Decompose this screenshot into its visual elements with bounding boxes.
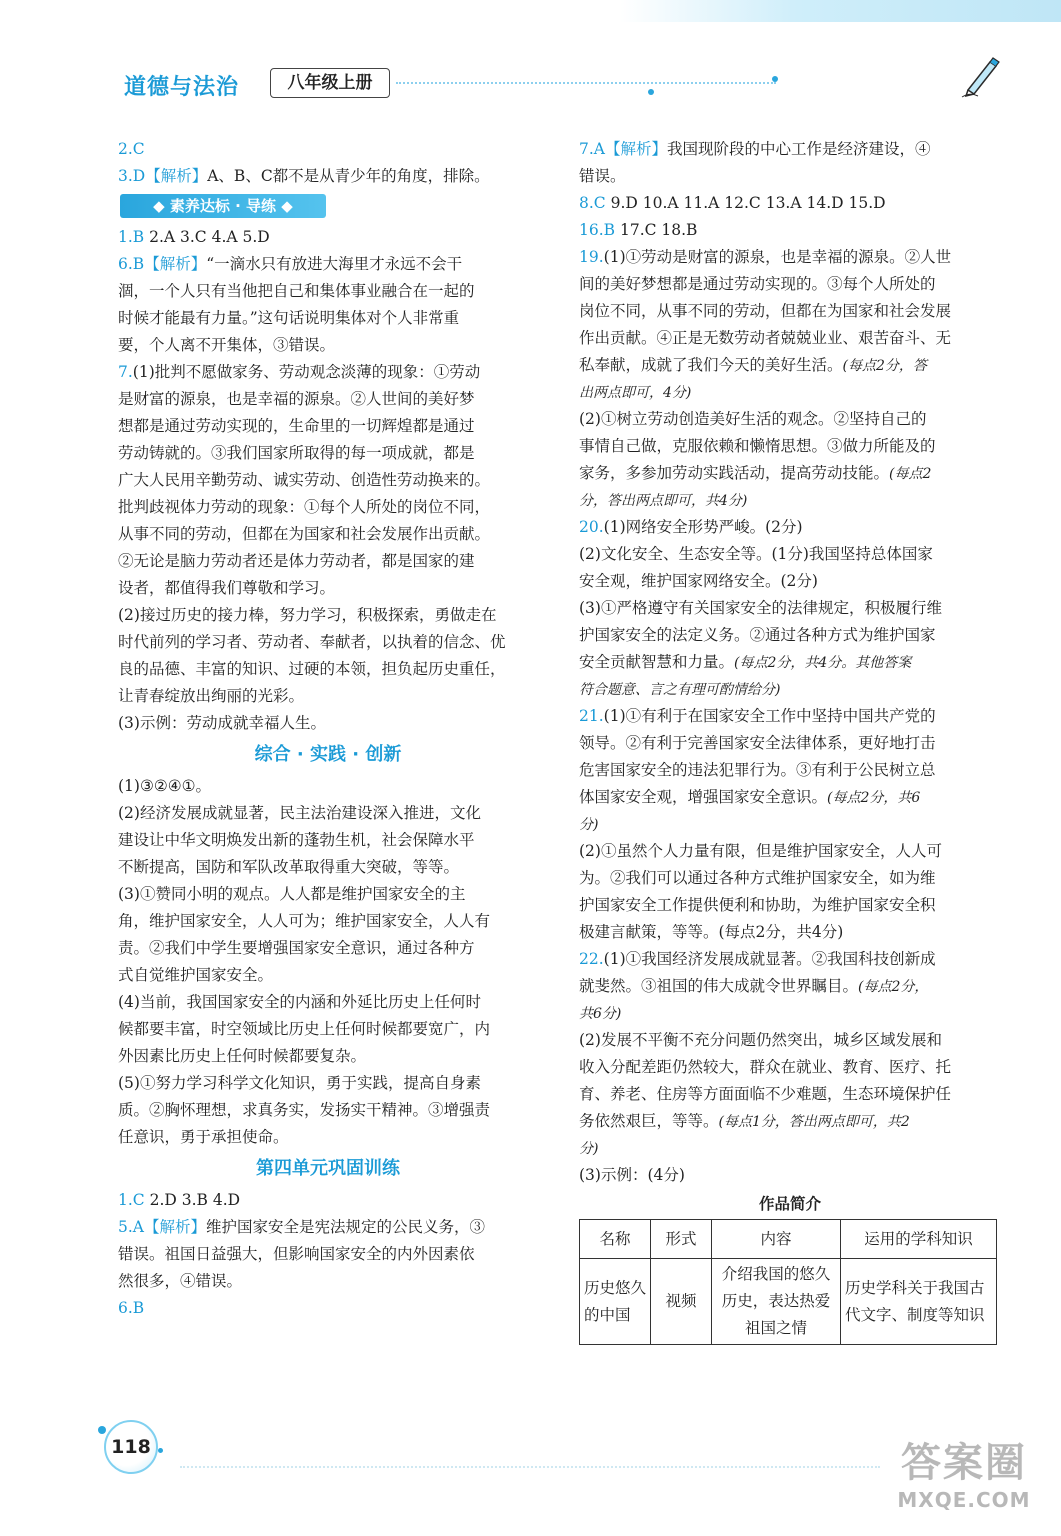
text-line (118, 629, 538, 656)
answer-text: 设者，都值得我们尊敬和学习。 (118, 579, 336, 597)
text-line (118, 1268, 538, 1295)
text-line (579, 271, 1001, 298)
answer-text: (2)①树立劳动创造美好生活的观念。②坚持自己的 (579, 410, 927, 428)
answer-text: 就斐然。③祖国的伟大成就令世界瞩目。 (579, 977, 859, 995)
answer-text: 2.A 3.C 4.A 5.D (144, 228, 270, 246)
answer-text: (3)示例：劳动成就幸福人生。 (118, 714, 326, 732)
answer-text: 建设让中华文明焕发出新的蓬勃生机，社会保障水平 (118, 831, 475, 849)
score-note: 分) (579, 1141, 599, 1157)
answer-text: (1)①我国经济发展成就显著。②我国科技创新成 (603, 950, 936, 968)
text-line (579, 460, 1001, 487)
text-line (118, 1097, 538, 1124)
text-line (118, 800, 538, 827)
answer-text: 收入分配差距仍然较大，群众在就业、教育、医疗、托 (579, 1058, 952, 1076)
top-decor-band (620, 0, 1061, 22)
answer-text: 是财富的源泉，也是幸福的源泉。②人世间的美好梦 (118, 390, 475, 408)
text-line (579, 946, 1001, 973)
question-number: 7. (118, 363, 133, 381)
question-number: 6.B (118, 255, 145, 273)
question-number: 6.B (118, 1299, 145, 1317)
text-line (579, 811, 1001, 838)
answer-text: (2)经济发展成就显著，民主法治建设深入推进，文化 (118, 804, 481, 822)
answer-text: 维护国家安全是宪法规定的公民义务，③ (206, 1218, 486, 1236)
score-note: (每点2分，共6 (827, 790, 921, 806)
answer-text: 良的品德、丰富的知识、过硬的本领，担负起历史重任， (118, 660, 506, 678)
page-header (0, 62, 1061, 110)
question-number: 3.D (118, 167, 146, 185)
question-number: 21. (579, 707, 604, 725)
answer-text: (1)①劳动是财富的源泉，也是幸福的源泉。②人世 (603, 248, 952, 266)
question-number: 22. (579, 950, 604, 968)
text-line (118, 548, 538, 575)
score-note: (每点2 (889, 466, 932, 482)
text-line (579, 622, 1001, 649)
badge-dot (98, 1426, 106, 1434)
text-line (118, 163, 538, 190)
table-cell-knowledge: 历史学科关于我国古代文字、制度等知识 (841, 1259, 997, 1345)
answer-text: (1)③②④①。 (118, 777, 212, 795)
score-note: 分) (579, 817, 599, 833)
text-line (579, 1027, 1001, 1054)
works-table (579, 1219, 997, 1345)
text-line (579, 595, 1001, 622)
text-line (118, 278, 538, 305)
answer-text: (5)①努力学习科学文化知识，勇于实践，提高自身素 (118, 1074, 481, 1092)
answer-text: 17.C 18.B (615, 221, 698, 239)
text-line (579, 676, 1001, 703)
answer-text: 时候才能最有力量。”这句话说明集体对个人非常重 (118, 309, 460, 327)
text-line (118, 854, 538, 881)
table-header-cell: 内容 (712, 1220, 841, 1259)
answer-text: 外因素比历史上任何时候都要复杂。 (118, 1047, 367, 1065)
text-line (118, 602, 538, 629)
text-line (118, 413, 538, 440)
text-line (118, 1187, 538, 1214)
answer-text: (1)网络安全形势严峻。(2分) (603, 518, 803, 536)
answer-text: 批判歧视体力劳动的现象：①每个人所处的岗位不同， (118, 498, 491, 516)
grade-label: 八年级上册 (270, 68, 390, 98)
banner-label: ◆ 素养达标 · 导练 ◆ (120, 194, 326, 218)
score-note: 出两点即可，4分) (579, 385, 692, 401)
answer-text: 作出贡献。④正是无数劳动者兢兢业业、艰苦奋斗、无 (579, 329, 952, 347)
question-number: 1.B (118, 228, 145, 246)
text-line (579, 649, 1001, 676)
text-line (118, 710, 538, 737)
header-dot (772, 76, 778, 82)
text-line (579, 1108, 1001, 1135)
answer-text: 从事不同的劳动，但都在为国家和社会发展作出贡献。 (118, 525, 491, 543)
text-line (579, 433, 1001, 460)
answer-text: 间的美好梦想都是通过劳动实现的。③每个人所处的 (579, 275, 936, 293)
table-cell-content: 介绍我国的悠久历史，表达热爱祖国之情 (712, 1259, 841, 1345)
answer-text: 护国家安全的法定义务。②通过各种方式为维护国家 (579, 626, 936, 644)
answer-text: 务依然艰巨，等等。 (579, 1112, 719, 1130)
text-line (118, 467, 538, 494)
badge-dot (158, 1448, 163, 1453)
analysis-tag: 【解析】 (143, 1218, 206, 1236)
text-line (579, 730, 1001, 757)
answer-text: (1)①有利于在国家安全工作中坚持中国共产党的 (603, 707, 936, 725)
answer-text: 错误。 (579, 167, 626, 185)
table-cell-name: 历史悠久的中国 (580, 1259, 651, 1345)
text-line (118, 827, 538, 854)
text-line (118, 359, 538, 386)
text-line (579, 1135, 1001, 1162)
text-line (579, 568, 1001, 595)
text-line (579, 973, 1001, 1000)
text-line (118, 989, 538, 1016)
answer-text: 候都要丰富，时空领域比历史上任何时候都要宽广，内 (118, 1020, 491, 1038)
answer-text: 想都是通过劳动实现的，生命里的一切辉煌都是通过 (118, 417, 475, 435)
text-line (118, 1295, 538, 1322)
section-title-unit-four: 第四单元巩固训练 (256, 1158, 400, 1179)
text-line (118, 1070, 538, 1097)
text-line (579, 1000, 1001, 1027)
table-header-row (580, 1220, 997, 1259)
question-number: 7.A (579, 140, 605, 158)
answer-text: 岗位不同，从事不同的劳动，但都在为国家和社会发展 (579, 302, 952, 320)
answer-text: 然很多，④错误。 (118, 1272, 243, 1290)
question-number: 19. (579, 248, 604, 266)
score-note: 符合题意、言之有理可酌情给分) (579, 682, 781, 698)
answer-text: 广大人民用辛勤劳动、诚实劳动、创造性劳动换来的。 (118, 471, 491, 489)
text-line (579, 703, 1001, 730)
text-line (118, 494, 538, 521)
answer-text: 安全贡献智慧和力量。 (579, 653, 735, 671)
text-line (118, 386, 538, 413)
text-line (579, 379, 1001, 406)
answer-text: 劳动铸就的。③我们国家所取得的每一项成就，都是 (118, 444, 475, 462)
text-line (579, 163, 1001, 190)
score-note: (每点2分，共4分。其他答案 (734, 655, 912, 671)
answer-text: 任意识，勇于承担使命。 (118, 1128, 289, 1146)
table-row (580, 1259, 997, 1345)
answer-text: (3)①严格遵守有关国家安全的法律规定，积极履行维 (579, 599, 942, 617)
right-column (579, 136, 1001, 1345)
table-caption: 作品简介 (758, 1195, 821, 1213)
answer-text: 不断提高，国防和军队改革取得重大突破，等等。 (118, 858, 460, 876)
text-line (579, 892, 1001, 919)
text-line (579, 487, 1001, 514)
answer-text: 护国家安全工作提供便利和协助，为维护国家安全积 (579, 896, 936, 914)
question-number: 20. (579, 518, 604, 536)
text-line (118, 1043, 538, 1070)
text-line (118, 1241, 538, 1268)
answer-text: 角，维护国家安全，人人可为；维护国家安全，人人有 (118, 912, 491, 930)
footer-dotted-line (180, 1466, 880, 1468)
answer-text: ②无论是脑力劳动者还是体力劳动者，都是国家的建 (118, 552, 475, 570)
table-header-cell: 形式 (651, 1220, 712, 1259)
text-line (579, 757, 1001, 784)
answer-text: (1)批判不愿做家务、劳动观念淡薄的现象：①劳动 (132, 363, 481, 381)
watermark-text: 答案圈 (901, 1440, 1027, 1486)
text-line (579, 1054, 1001, 1081)
answer-text: 责。②我们中学生要增强国家安全意识，通过各种方 (118, 939, 475, 957)
text-line (579, 784, 1001, 811)
text-line (579, 217, 1001, 244)
text-line (579, 325, 1001, 352)
text-line (118, 962, 538, 989)
section-banner (118, 190, 538, 224)
left-column (118, 136, 538, 1322)
text-line (118, 521, 538, 548)
text-line (579, 838, 1001, 865)
text-line (118, 305, 538, 332)
text-line (579, 136, 1001, 163)
score-note: (每点2分， (858, 979, 929, 995)
answer-text: (2)接过历史的接力棒，努力学习，积极探索，勇做走在 (118, 606, 497, 624)
text-line (118, 1124, 538, 1151)
answer-text: A、B、C都不是从青少年的角度，排除。 (207, 167, 490, 185)
header-dot (648, 89, 654, 95)
text-line (118, 251, 538, 278)
subject-title: 道德与法治 (124, 75, 240, 100)
answer-text: (2)①虽然个人力量有限，但是维护国家安全，人人可 (579, 842, 942, 860)
text-line (579, 406, 1001, 433)
score-note: 共6分) (579, 1006, 622, 1022)
question-number: 5.A (118, 1218, 144, 1236)
analysis-tag: 【解析】 (145, 167, 208, 185)
pen-icon (960, 54, 1000, 98)
answer-text: 领导。②有利于完善国家安全法律体系，更好地打击 (579, 734, 936, 752)
text-line (579, 1081, 1001, 1108)
text-line (118, 224, 538, 251)
table-header-cell: 运用的学科知识 (841, 1220, 997, 1259)
answer-text: 让青春绽放出绚丽的光彩。 (118, 687, 305, 705)
text-line (579, 541, 1001, 568)
analysis-tag: 【解析】 (144, 255, 207, 273)
text-line (118, 908, 538, 935)
text-line (118, 881, 538, 908)
text-line (579, 514, 1001, 541)
page-number-badge (98, 1418, 178, 1474)
score-note: (每点1分，答出两点即可，共2 (718, 1114, 910, 1130)
text-line (579, 244, 1001, 271)
answer-text: 要，个人离不开集体，③错误。 (118, 336, 336, 354)
answer-text: 涸，一个人只有当他把自己和集体事业融合在一起的 (118, 282, 475, 300)
text-line (579, 1162, 1001, 1189)
question-number: 2.C (118, 140, 145, 158)
question-number: 1.C (118, 1191, 145, 1209)
answer-text: 事情自己做，克服依赖和懒惰思想。③做力所能及的 (579, 437, 936, 455)
answer-text: (3)①赞同小明的观点。人人都是维护国家安全的主 (118, 885, 466, 903)
answer-text: 私奉献，成就了我们今天的美好生活。 (579, 356, 843, 374)
text-line (118, 683, 538, 710)
text-line (118, 773, 538, 800)
answer-text: (3)示例：(4分) (579, 1166, 685, 1184)
answer-text: “一滴水只有放进大海里才永远不会干 (206, 255, 463, 273)
text-line (118, 440, 538, 467)
answer-text: 育、养老、住房等方面面临不少难题，生态环境保护任 (579, 1085, 952, 1103)
answer-text: 危害国家安全的违法犯罪行为。③有利于公民树立总 (579, 761, 936, 779)
watermark-logo (884, 1438, 1044, 1528)
text-line (579, 298, 1001, 325)
text-line (579, 190, 1001, 217)
text-line (118, 656, 538, 683)
answer-text: 我国现阶段的中心工作是经济建设，④ (667, 140, 931, 158)
answer-text: 安全观，维护国家网络安全。(2分) (579, 572, 818, 590)
answer-text: 体国家安全观，增强国家安全意识。 (579, 788, 828, 806)
analysis-tag: 【解析】 (604, 140, 667, 158)
table-cell-form: 视频 (651, 1259, 712, 1345)
page-number: 118 (104, 1420, 158, 1474)
section-title-practice: 综合 · 实践 · 创新 (254, 744, 402, 765)
header-dotted-line (396, 82, 776, 84)
answer-text: 式自觉维护国家安全。 (118, 966, 274, 984)
question-number: 16.B (579, 221, 616, 239)
watermark-url: MXQE.COM (897, 1488, 1031, 1512)
answer-text: (2)发展不平衡不充分问题仍然突出，城乡区域发展和 (579, 1031, 942, 1049)
answer-text: 错误。祖国日益强大，但影响国家安全的内外因素依 (118, 1245, 475, 1263)
answer-text: 为。②我们可以通过各种方式维护国家安全，如为维 (579, 869, 936, 887)
text-line (118, 575, 538, 602)
answer-text: 家务，多参加劳动实践活动，提高劳动技能。 (579, 464, 890, 482)
table-header-cell: 名称 (580, 1220, 651, 1259)
answer-text: 极建言献策，等等。(每点2分，共4分) (579, 923, 844, 941)
answer-text: 2.D 3.B 4.D (144, 1191, 241, 1209)
text-line (579, 919, 1001, 946)
text-line (118, 1016, 538, 1043)
text-line (118, 332, 538, 359)
answer-text: (2)文化安全、生态安全等。(1分)我国坚持总体国家 (579, 545, 933, 563)
answer-text: 质。②胸怀理想，求真务实，发扬实干精神。③增强责 (118, 1101, 491, 1119)
text-line (118, 935, 538, 962)
text-line (118, 1214, 538, 1241)
question-number: 8.C (579, 194, 606, 212)
score-note: 分，答出两点即可，共4分) (579, 493, 748, 509)
answer-text: 9.D 10.A 11.A 12.C 13.A 14.D 15.D (605, 194, 886, 212)
text-line (579, 352, 1001, 379)
text-line (118, 136, 538, 163)
answer-text: (4)当前，我国国家安全的内涵和外延比历史上任何时 (118, 993, 481, 1011)
answer-text: 时代前列的学习者、劳动者、奉献者，以执着的信念、优 (118, 633, 506, 651)
text-line (579, 865, 1001, 892)
score-note: (每点2分，答 (842, 358, 927, 374)
